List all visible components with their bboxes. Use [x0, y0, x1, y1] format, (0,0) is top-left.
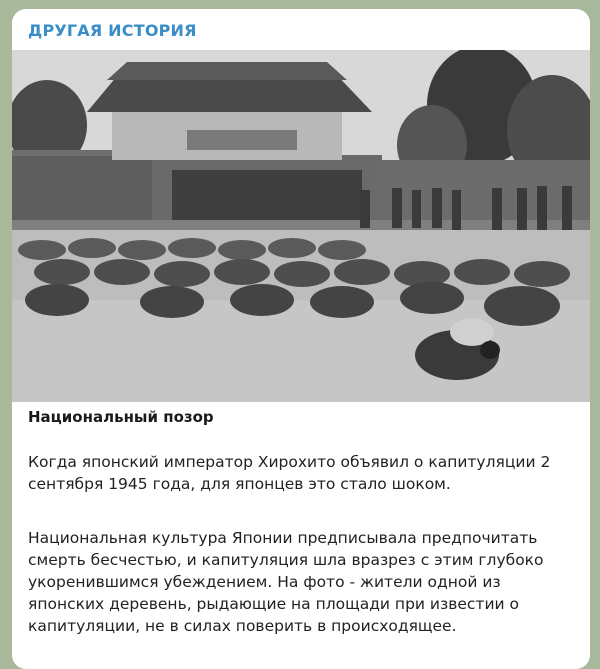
message-card	[12, 9, 590, 669]
post-paragraph: Когда японский император Хирохито объявил о капитуляции 2 сентября 1945 года, для японцев это стало шоком.	[28, 453, 551, 493]
channel-name[interactable]: ДРУГАЯ ИСТОРИЯ	[28, 21, 197, 40]
photo-image	[12, 50, 590, 402]
post-paragraph: Национальная культура Японии предписывала предпочитать смерть бесчестью, и капитуляция шла вразрез с этим глубоко укоренившимся убеждением. На фото - жители одной из японских деревень, рыдающие на площади при известии о капитуляции, не в силах поверить в происходящее.	[28, 529, 544, 635]
post-title: Национальный позор	[28, 408, 214, 426]
post-photo[interactable]	[12, 50, 590, 402]
